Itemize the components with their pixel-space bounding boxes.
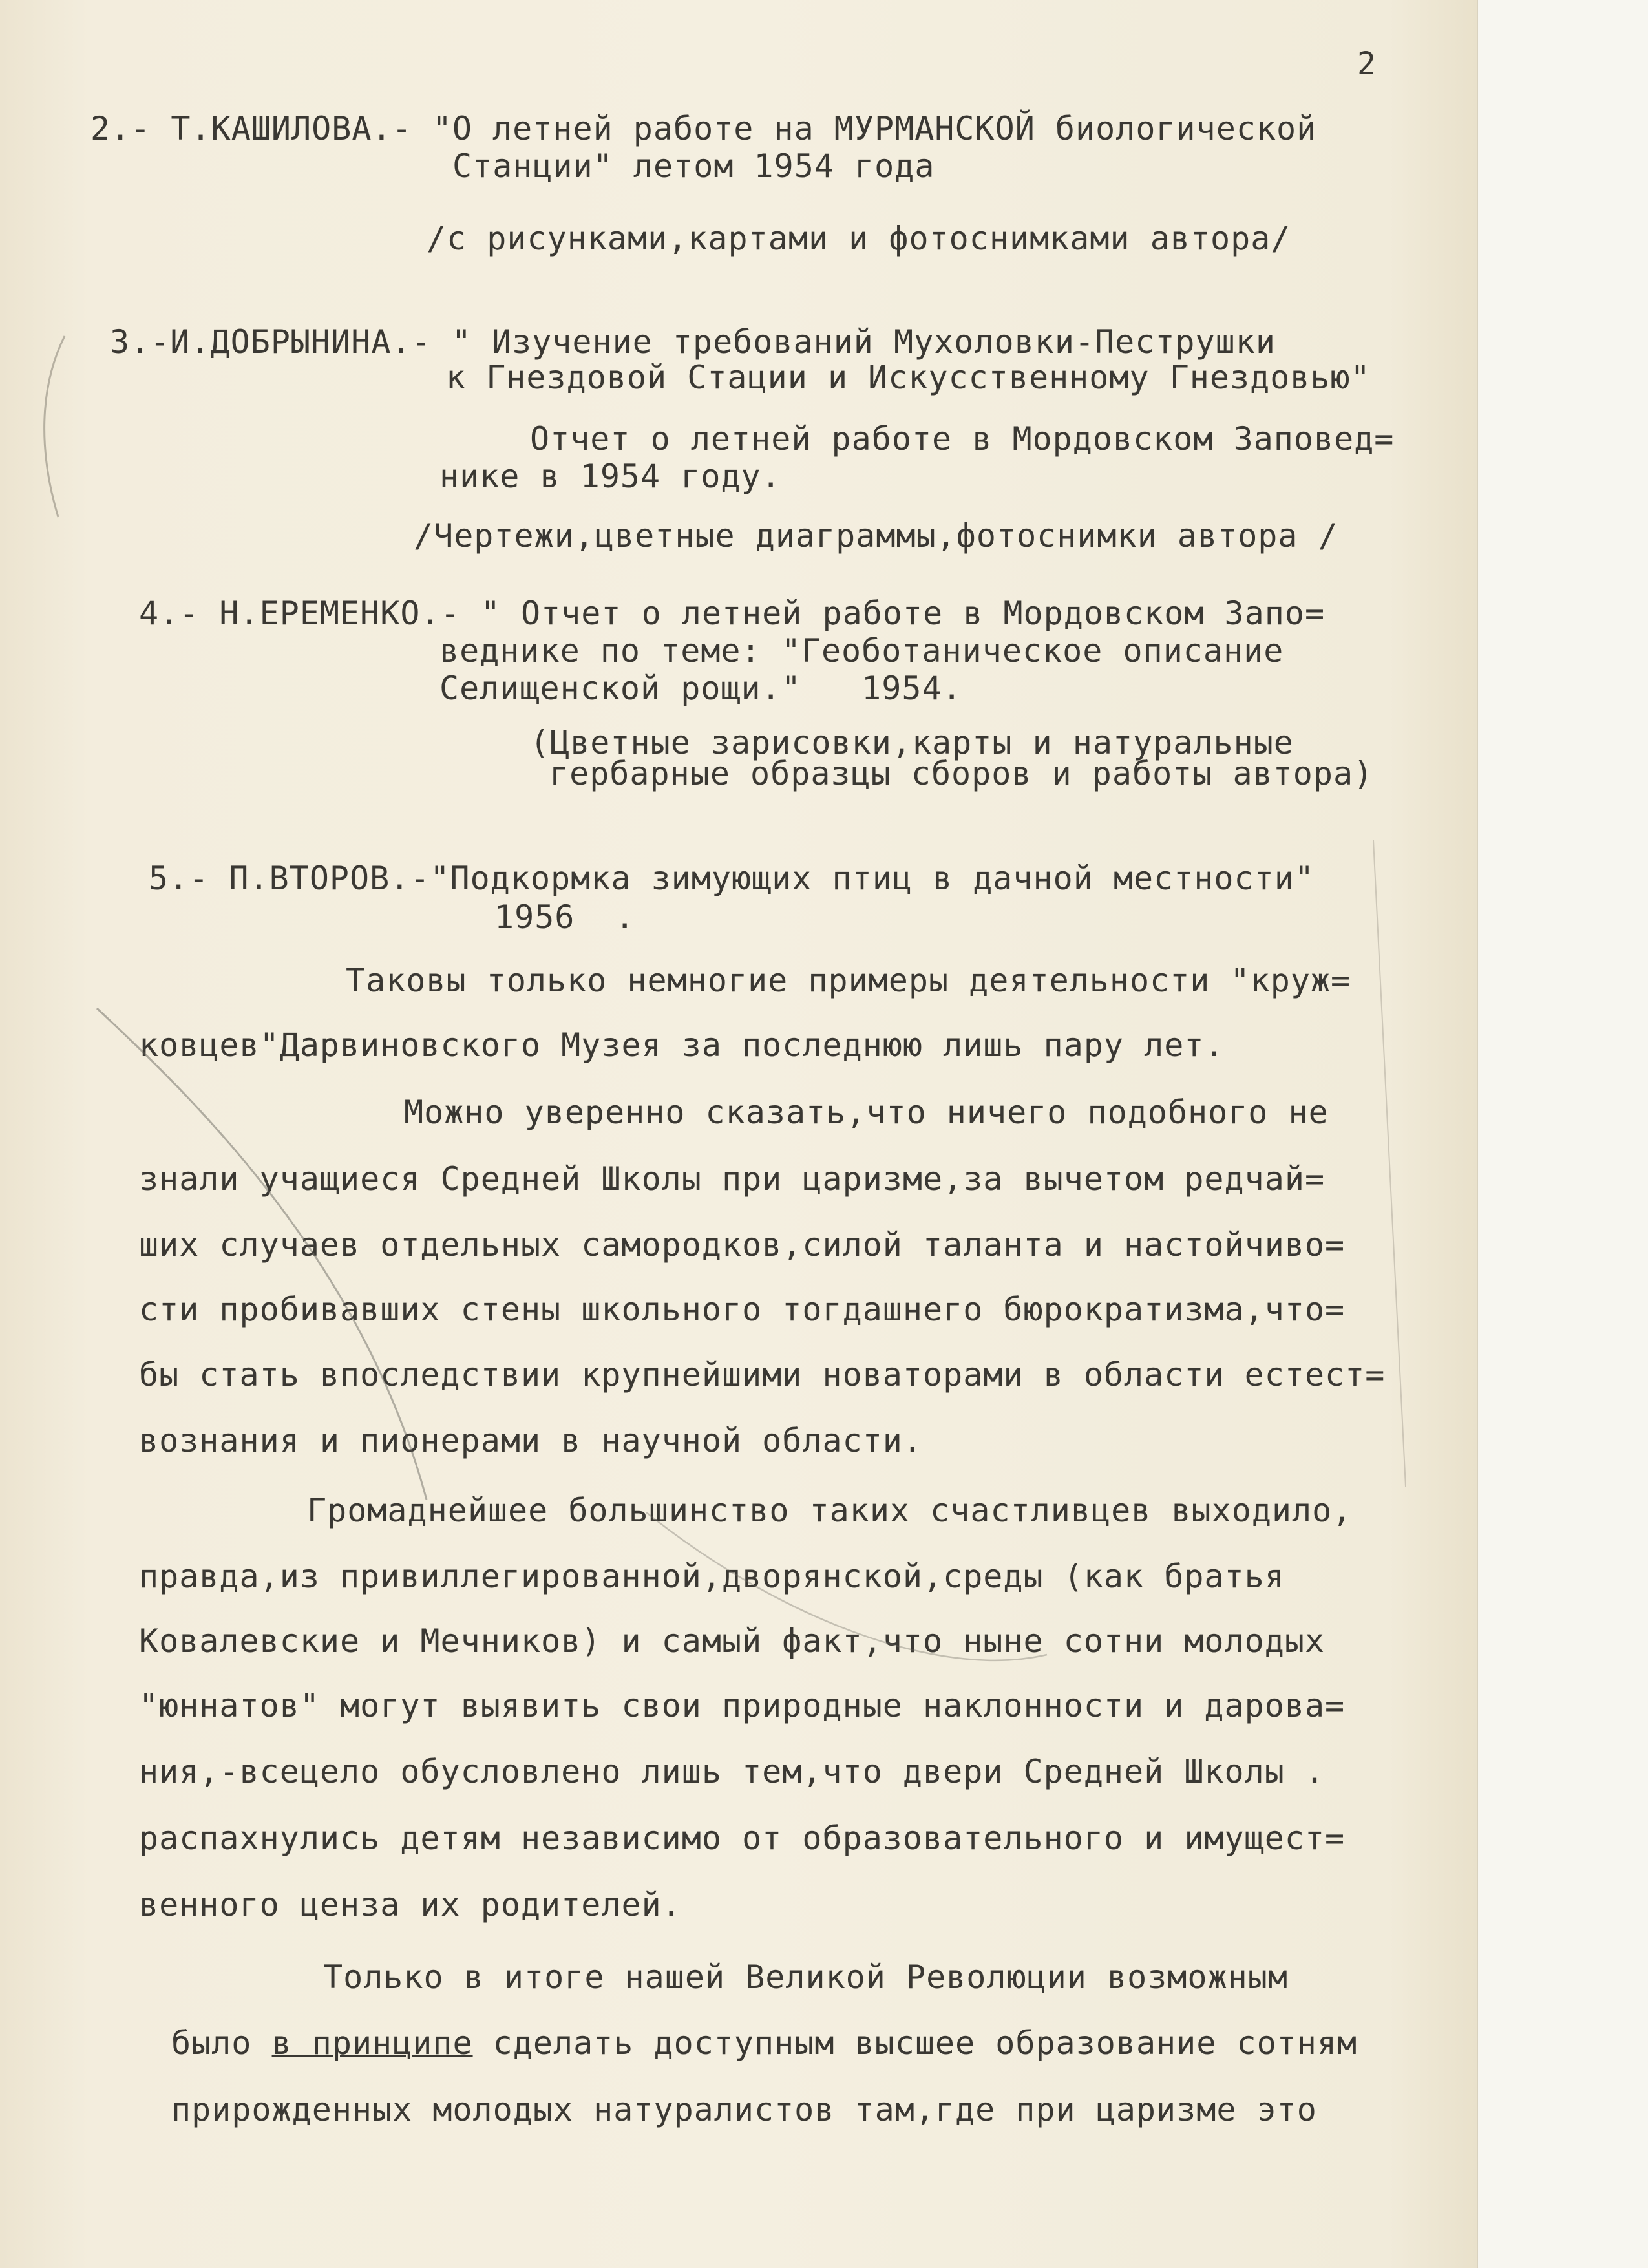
entry-3-note: /Чертежи,цветные диаграммы,фотоснимки автора / <box>414 517 1338 555</box>
entry-3-line-4: нике в 1954 году. <box>439 458 781 495</box>
entry-4-line-3: Селищенской рощи." 1954. <box>439 670 962 707</box>
para-2-line-3: ших случаев отдельных самородков,силой таланта и настойчиво= <box>139 1226 1346 1264</box>
entry-5-line-2: 1956 . <box>494 898 635 936</box>
entry-2-note: /с рисунками,картами и фотоснимками автора/ <box>427 220 1291 257</box>
underlined-phrase: в принципе <box>271 2024 473 2062</box>
entry-4-note-1: (Цветные зарисовки,карты и натуральные <box>530 724 1294 761</box>
entry-2-line-2: Станции" летом 1954 года <box>452 147 935 185</box>
entry-3-line-3: Отчет о летней работе в Мордовском Заповед= <box>530 420 1395 458</box>
entry-2-line-1: 2.- Т.КАШИЛОВА.- "О летней работе на МУРМАНСКОЙ биологической <box>90 110 1317 147</box>
entry-5-line-1: 5.- П.ВТОРОВ.-"Подкормка зимующих птиц в дачной местности" <box>149 860 1315 897</box>
para-2-line-5: бы стать впоследствии крупнейшими новаторами в области естест= <box>139 1356 1386 1394</box>
para-2-line-1: Можно уверенно сказать,что ничего подобного не <box>404 1094 1329 1131</box>
para-4-line-1: Только в итоге нашей Великой Революции возможным <box>323 1958 1288 1996</box>
para-3-line-3: Ковалевские и Мечников) и самый факт,что ныне сотни молодых <box>139 1622 1326 1660</box>
para-1-line-1: Таковы только немногие примеры деятельности "круж= <box>346 962 1351 999</box>
para-3-line-1: Громаднейшее большинство таких счастливцев выходило, <box>307 1492 1353 1529</box>
para-3-line-2: правда,из привиллегированной,дворянской,среды (как братья <box>139 1558 1285 1595</box>
scan-margin <box>1477 0 1648 2268</box>
entry-4-line-2: веднике по теме: "Геоботаническое описание <box>439 632 1284 670</box>
para-3-line-5: ния,-всецело обусловлено лишь тем,что двери Средней Школы . <box>139 1753 1326 1790</box>
para-4-word-bylo: было <box>171 2024 252 2062</box>
para-1-line-2: ковцев"Дарвиновского Музея за последнюю лишь пару лет. <box>139 1026 1225 1064</box>
para-3-line-4: "юннатов" могут выявить свои природные наклонности и дарова= <box>139 1687 1346 1724</box>
para-4-line-2-rest: сделать доступным высшее образование сотням <box>492 2024 1358 2062</box>
para-4-line-3: прирожденных молодых натуралистов там,где при царизме это <box>171 2091 1317 2128</box>
entry-3-line-1: 3.-И.ДОБРЫНИНА.- " Изучение требований Мухоловки-Пеструшки <box>110 323 1276 361</box>
entry-4-note-2: гербарные образцы сборов и работы автора) <box>549 755 1374 792</box>
entry-4-line-1: 4.- Н.ЕРЕМЕНКО.- " Отчет о летней работе в Мордовском Запо= <box>139 595 1326 632</box>
page-number: 2 <box>1357 46 1377 82</box>
para-3-line-6: распахнулись детям независимо от образовательного и имущест= <box>139 1819 1346 1857</box>
para-2-line-6: вознания и пионерами в научной области. <box>139 1422 923 1459</box>
para-2-line-2: знали учащиеся Средней Школы при царизме,за вычетом редчай= <box>139 1160 1326 1198</box>
para-3-line-7: венного ценза их родителей. <box>139 1886 682 1924</box>
para-4-line-2 <box>171 2024 1357 2062</box>
entry-3-line-2: к Гнездовой Стации и Искусственному Гнездовью" <box>446 359 1371 396</box>
para-2-line-4: сти пробивавших стены школьного тогдашнего бюрократизма,что= <box>139 1291 1346 1328</box>
